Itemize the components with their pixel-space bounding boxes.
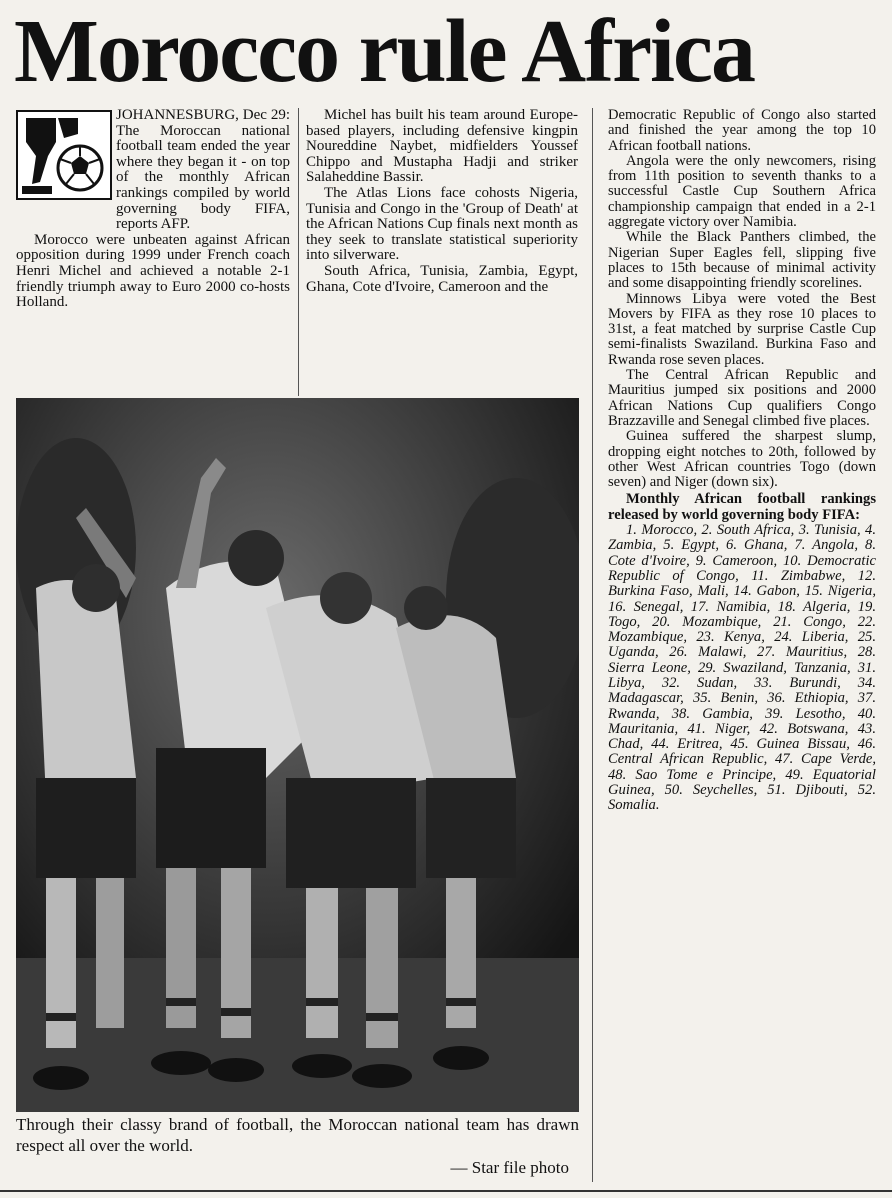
rankings-heading: Monthly African football rankings released by world governing body FIFA: xyxy=(608,491,876,523)
article-paragraph: The Central African Republic and Mauritius jumped six positions and 2000 African Nations Cup qualifiers Congo Brazzaville and Senegal climbed five places. xyxy=(608,367,876,429)
article-paragraph: While the Black Panthers climbed, the Nigerian Super Eagles fell, slipping five places to 15th because of minimal activity and some disappointing friendly scorelines. xyxy=(608,229,876,292)
article-paragraph: Guinea suffered the sharpest slump, dropping eight notches to 20th, followed by other West African countries Togo (down seven) and Niger (down six). xyxy=(608,428,876,491)
article-paragraph: The Moroccan national football team ended the year where they began it - on top of the monthly African rankings compiled by world governing body FIFA, reports AFP. xyxy=(116,122,290,233)
article-paragraph: Angola were the only newcomers, rising from 11th position to seventh thanks to a successful Castle Cup Southern Africa championship campaign that ended in a 2-1 aggregate victory over Namibia. xyxy=(608,152,876,231)
article-paragraph: Morocco were unbeaten against African opposition during 1999 under French coach Henri Michel and achieved a notable 2-1 friendly triumph away to Euro 2000 co-hosts Holland. xyxy=(16,231,290,311)
dateline: JOHANNESBURG, Dec 29: xyxy=(116,108,290,123)
article-column-3 xyxy=(608,108,876,1188)
team-celebration-photo xyxy=(16,398,579,1112)
column-divider xyxy=(592,108,593,1182)
article-column-2 xyxy=(306,108,578,398)
page-bottom-rule xyxy=(0,1190,892,1192)
photo-caption: Through their classy brand of football, the Moroccan national team has drawn respect all over the world. xyxy=(16,1115,579,1155)
photo-credit: — Star file photo xyxy=(450,1158,569,1177)
article-paragraph: The Atlas Lions face cohosts Nigeria, Tunisia and Congo in the 'Group of Death' at the African Nations Cup finals next month as they seek to translate statistical superiority into silverware. xyxy=(306,184,578,264)
rankings-list: 1. Morocco, 2. South Africa, 3. Tunisia, 4. Zambia, 5. Egypt, 6. Ghana, 7. Angola, 8. Cote d'Ivoire, 9. Cameroon, 10. Democratic Republic of Congo, 11. Zimbabwe, 12. Burkina Faso, Mali, 14. Gabon, 15. Nigeria, 16. Senegal, 17. Namibia, 18. Algeria, 19. Togo, 20. Mozambique, 21. Congo, 22. Mozambique, 23. Kenya, 24. Liberia, 25. Uganda, 26. Malawi, 27. Mauritius, 28. Sierra Leone, 29. Swaziland, Tanzania, 31. Libya, 32. Sudan, 33. Burundi, 34. Madagascar, 35. Benin, 36. Ethiopia, 37. Rwanda, 38. Gambia, 39. Lesotho, 40. Mauritania, 41. Niger, 42. Botswana, 43. Chad, 44. Eritrea, 45. Guinea Bissau, 46. Central African Republic, 47. Cape Verde, 48. Sao Tome e Principe, 49. Equatorial Guinea, 50. Seychelles, 51. Djibouti, 52. Somalia. xyxy=(608,522,876,814)
column-divider xyxy=(298,108,299,396)
article-paragraph: South Africa, Tunisia, Zambia, Egypt, Ghana, Cote d'Ivoire, Cameroon and the xyxy=(306,262,578,295)
article-paragraph: Michel has built his team around Europe-based players, including defensive kingpin Noureddine Naybet, midfielders Youssef Chippo and Mustapha Hadji and striker Salaheddine Bassir. xyxy=(306,108,578,186)
article-paragraph: Democratic Republic of Congo also started and finished the year among the top 10 African football nations. xyxy=(608,108,876,154)
article-paragraph: Minnows Libya were voted the Best Movers by FIFA as they rose 10 places to 31st, a feat matched by surprise Castle Cup semi-finalists Swaziland. Burkina Faso and Rwanda rose seven places. xyxy=(608,290,876,368)
headline: Morocco rule Africa xyxy=(14,4,755,100)
article-lead xyxy=(116,108,290,233)
article-column-1 xyxy=(16,108,290,398)
